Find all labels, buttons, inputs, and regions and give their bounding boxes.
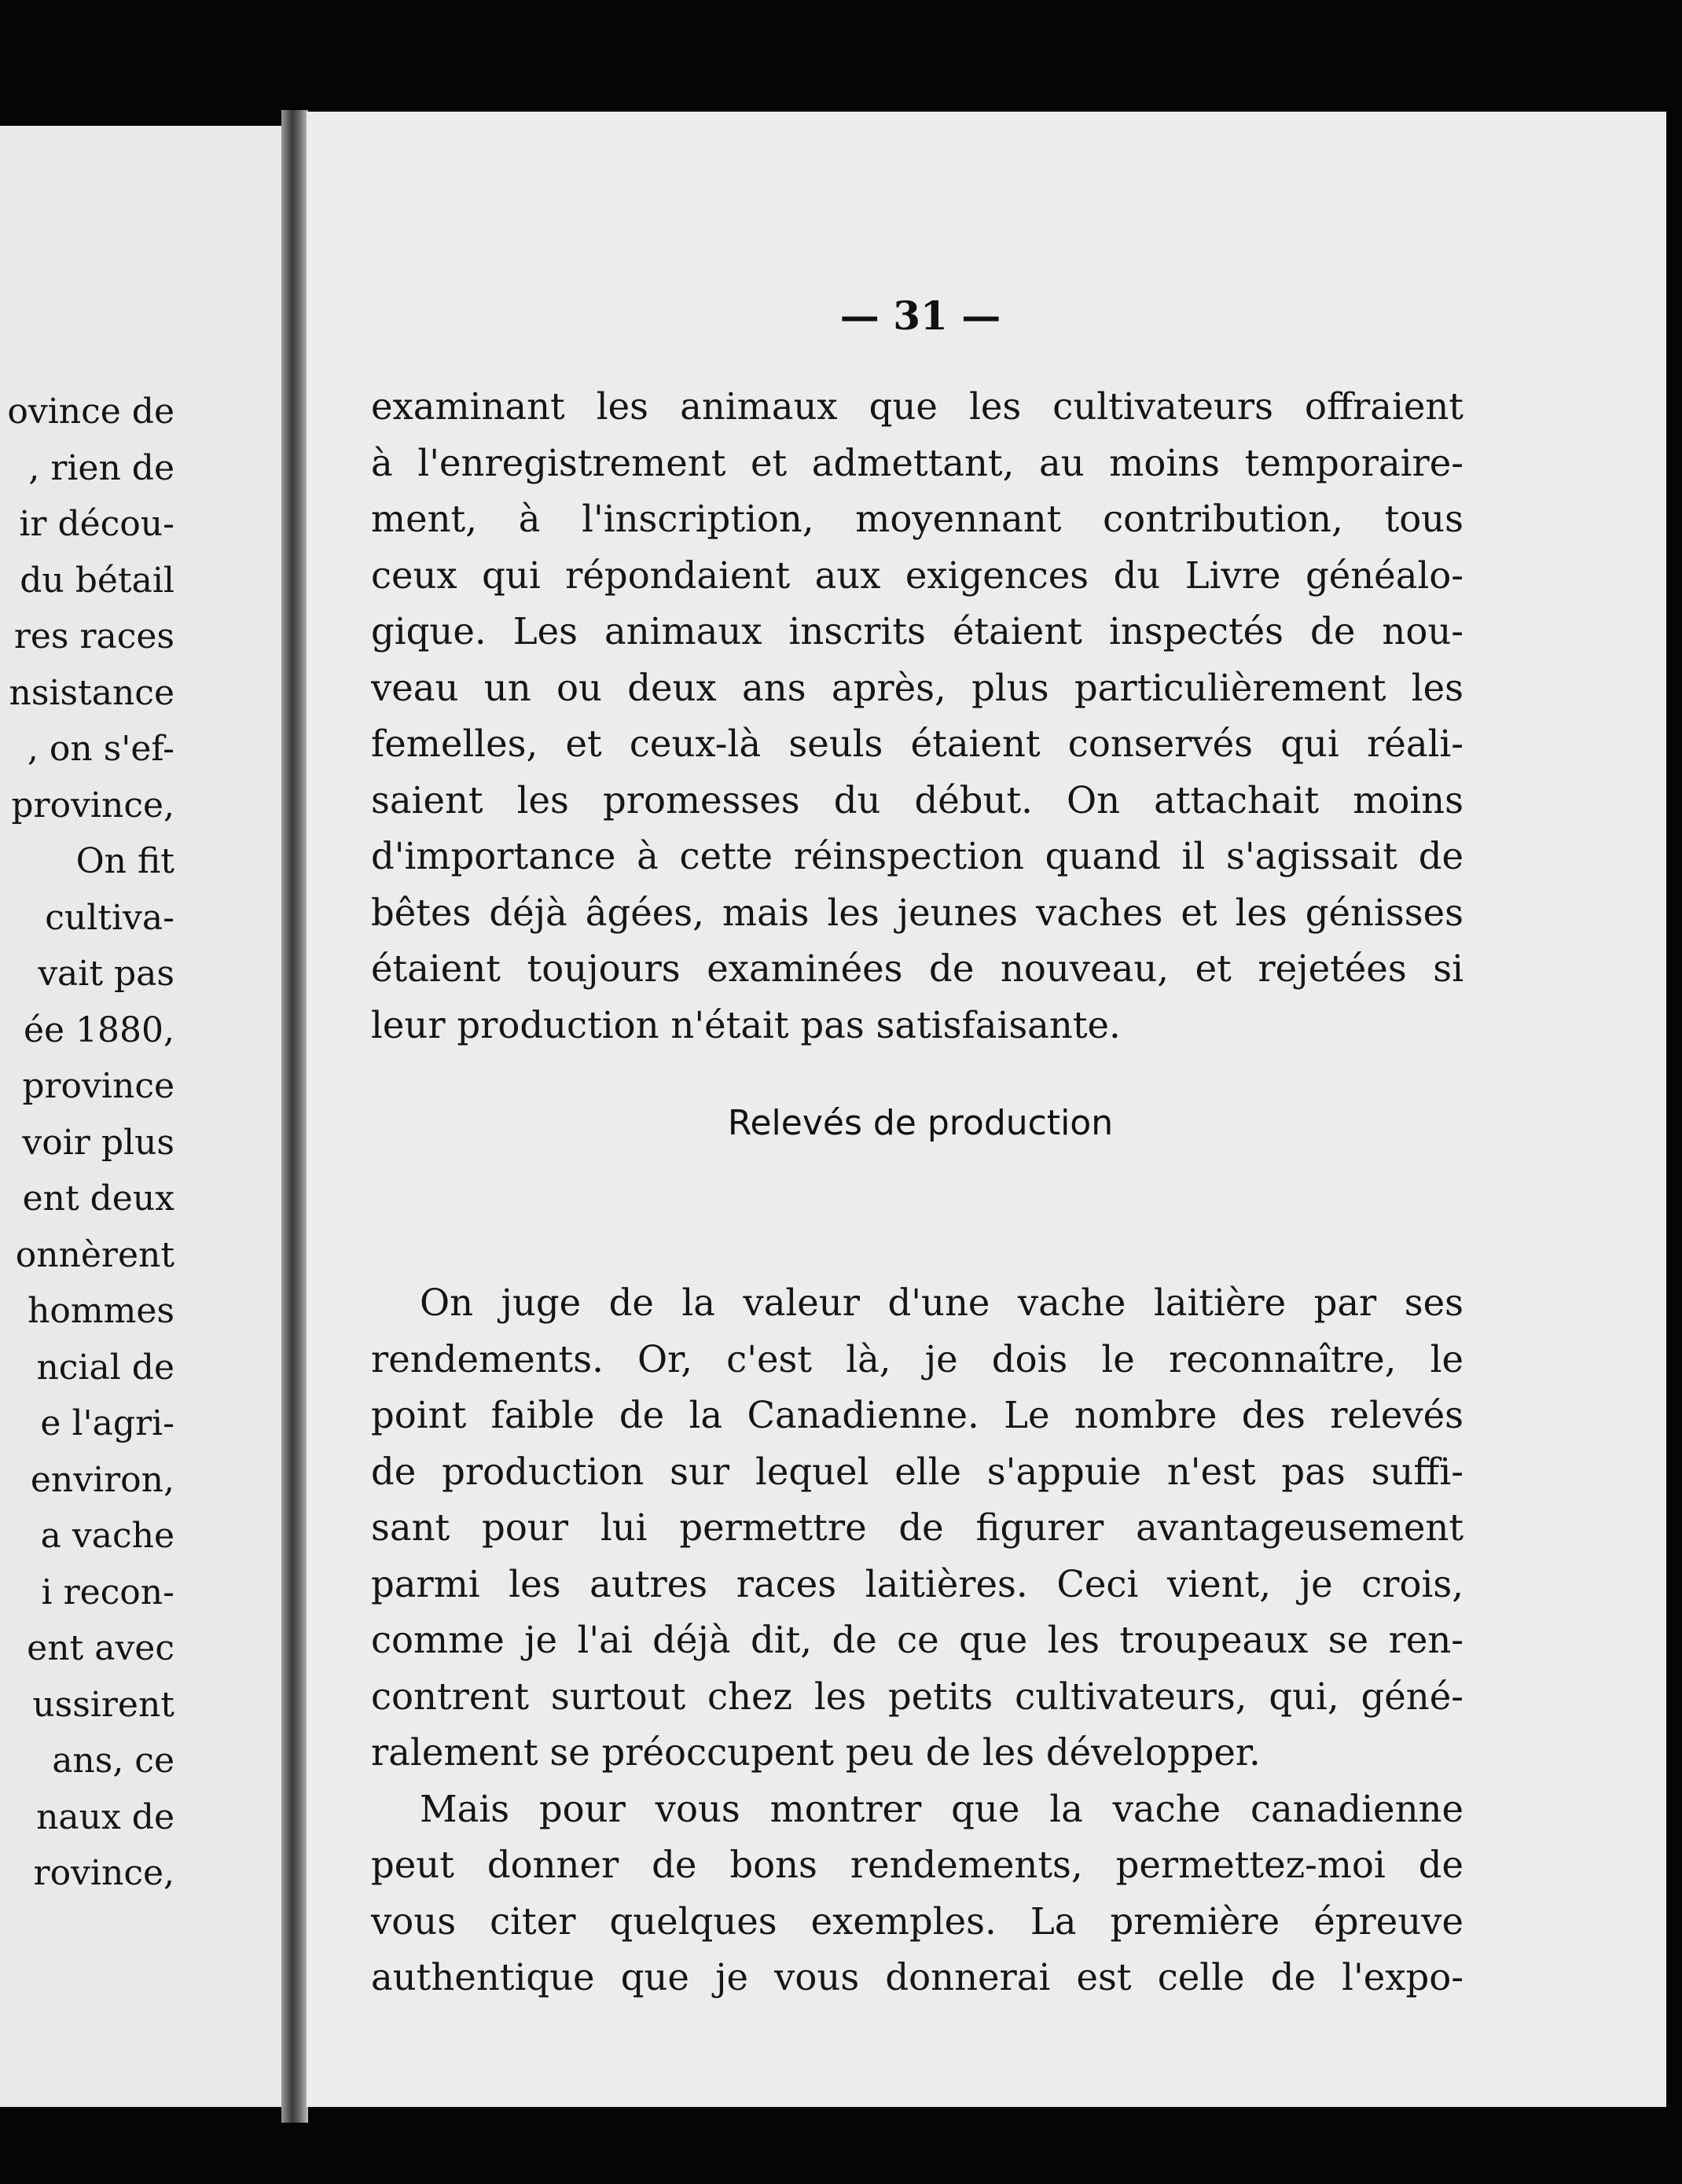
text-line: Mais pour vous montrer que la vache canadienne xyxy=(420,1787,1463,1830)
text-line: saient les promesses du début. On attachait moins xyxy=(371,778,1463,822)
left-page-line: ovince de xyxy=(7,392,174,432)
left-page-line: voir plus xyxy=(22,1122,174,1163)
left-page-line: hommes xyxy=(28,1291,174,1331)
section-heading: Relevés de production xyxy=(727,1103,1114,1143)
left-page-line: ent avec xyxy=(27,1628,174,1668)
text-line: ralement se préoccupent peu de les développer. xyxy=(371,1731,1261,1774)
left-page-line: e l'agri- xyxy=(40,1403,174,1443)
left-page-line: On fit xyxy=(75,841,174,881)
text-line: ceux qui répondaient aux exigences du Livre généalo- xyxy=(371,553,1463,597)
text-line: veau un ou deux ans après, plus particulièrement les xyxy=(371,666,1463,709)
left-page-line: ent deux xyxy=(22,1178,174,1219)
left-page-line: naux de xyxy=(36,1796,174,1837)
text-line: On juge de la valeur d'une vache laitière par ses xyxy=(420,1281,1463,1324)
left-page-line: nsistance xyxy=(9,672,174,713)
left-page-line: ir décou- xyxy=(19,504,174,544)
text-line: bêtes déjà âgées, mais les jeunes vaches et les génisses xyxy=(371,891,1463,934)
book-binding-gutter xyxy=(281,110,308,2123)
text-line: contrent surtout chez les petits cultivateurs, qui, géné- xyxy=(371,1675,1463,1718)
left-page-line: a vache xyxy=(40,1516,174,1556)
text-line: point faible de la Canadienne. Le nombre des relevés xyxy=(371,1394,1463,1436)
right-page xyxy=(307,112,1666,2107)
left-page-line: du bétail xyxy=(20,560,174,601)
text-line: examinant les animaux que les cultivateurs offraient xyxy=(371,385,1463,428)
paragraph-2-and-3 xyxy=(371,1275,1463,2006)
page-number: — 31 — xyxy=(839,292,1001,339)
text-line: rendements. Or, c'est là, je dois le reconnaître, le xyxy=(371,1337,1463,1381)
text-line: peut donner de bons rendements, permettez-moi de xyxy=(371,1844,1463,1886)
left-page-line: province xyxy=(22,1066,174,1106)
left-page-line: , on s'ef- xyxy=(27,729,174,769)
text-line: de production sur lequel elle s'appuie n'est pas suffi- xyxy=(371,1450,1463,1493)
text-line: ment, à l'inscription, moyennant contribution, tous xyxy=(371,498,1463,540)
left-page-line: i recon- xyxy=(41,1572,174,1612)
text-line: authentique que je vous donnerai est celle de l'expo- xyxy=(371,1956,1463,1998)
left-page-line: cultiva- xyxy=(45,897,174,938)
left-page-line: rovince, xyxy=(33,1853,174,1893)
text-line: femelles, et ceux-là seuls étaient conservés qui réali- xyxy=(371,722,1463,765)
left-page-line: vait pas xyxy=(38,954,174,994)
left-page-line: environ, xyxy=(30,1459,174,1500)
left-page-line: ussirent xyxy=(32,1684,174,1725)
text-line: à l'enregistrement et admettant, au moins temporaire- xyxy=(371,441,1463,484)
text-line: comme je l'ai déjà dit, de ce que les troupeaux se ren- xyxy=(371,1619,1463,1661)
text-line: étaient toujours examinées de nouveau, et rejetées si xyxy=(371,947,1463,990)
left-page-line: province, xyxy=(11,785,174,825)
left-page-line: res races xyxy=(13,616,174,656)
text-line: gique. Les animaux inscrits étaient inspectés de nou- xyxy=(371,610,1463,653)
left-page-line: ée 1880, xyxy=(23,1009,174,1050)
left-page-line: onnèrent xyxy=(15,1234,174,1275)
text-line: vous citer quelques exemples. La première épreuve xyxy=(371,1899,1463,1943)
left-facing-page xyxy=(0,126,292,2107)
text-line: sant pour lui permettre de figurer avantageusement xyxy=(371,1506,1463,1549)
left-page-text xyxy=(7,384,174,1902)
left-page-line: ncial de xyxy=(36,1347,174,1388)
paragraph-1 xyxy=(371,379,1463,1053)
text-line: parmi les autres races laitières. Ceci vient, je crois, xyxy=(371,1562,1463,1605)
left-page-line: , rien de xyxy=(28,447,174,488)
text-line: leur production n'était pas satisfaisante. xyxy=(371,1003,1121,1046)
left-page-line: ans, ce xyxy=(52,1741,174,1781)
text-line: d'importance à cette réinspection quand il s'agissait de xyxy=(371,835,1463,877)
